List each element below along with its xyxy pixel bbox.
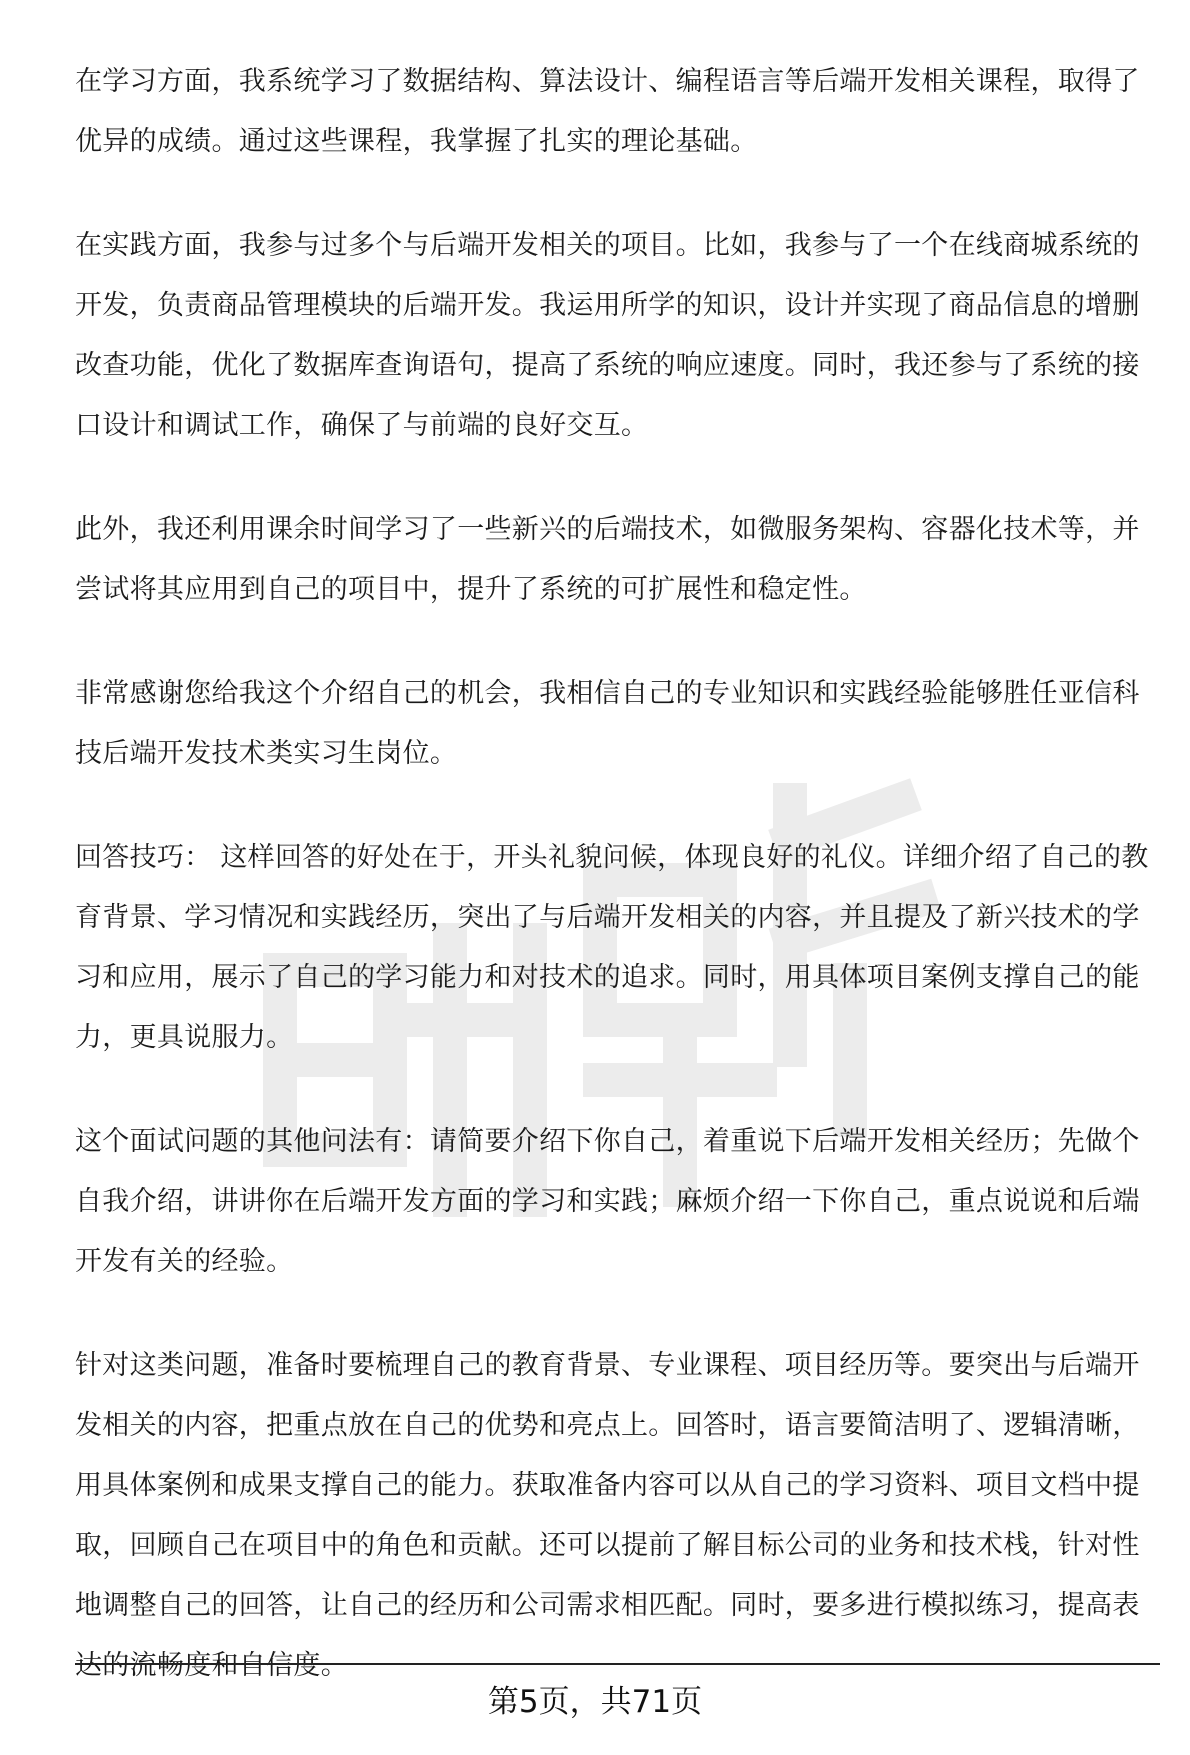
paragraph-study: 在学习方面，我系统学习了数据结构、算法设计、编程语言等后端开发相关课程，取得了优异的成绩。通过这些课程，我掌握了扎实的理论基础。 xyxy=(75,66,1140,157)
paragraph-preparation: 针对这类问题，准备时要梳理自己的教育背景、专业课程、项目经历等。要突出与后端开发相关的内容，把重点放在自己的优势和亮点上。回答时，语言要简洁明了、逻辑清晰，用具体案例和成果支撑自己的能力。获取准备内容可以从自己的学习资料、项目文档中提取，回顾自己在项目中的角色和贡献。还可以提前了解目标公司的业务和技术栈，针对性地调整自己的回答，让自己的经历和公司需求相匹配。同时，要多进行模拟练习，提高表达的流畅度和自信度。 xyxy=(75,1350,1140,1681)
paragraph-practice: 在实践方面，我参与过多个与后端开发相关的项目。比如，我参与了一个在线商城系统的开发，负责商品管理模块的后端开发。我运用所学的知识，设计并实现了商品信息的增删改查功能，优化了数据库查询语句，提高了系统的响应速度。同时，我还参与了系统的接口设计和调试工作，确保了与前端的良好交互。 xyxy=(75,230,1140,441)
paragraph-alternative-questions: 这个面试问题的其他问法有：请简要介绍下你自己，着重说下后端开发相关经历；先做个自我介绍，讲讲你在后端开发方面的学习和实践；麻烦介绍一下你自己，重点说说和后端开发有关的经验。 xyxy=(75,1126,1140,1277)
page-number: 第5页，共71页 xyxy=(487,1684,703,1720)
footer-divider xyxy=(75,1663,1160,1665)
paragraph-thanks: 非常感谢您给我这个介绍自己的机会，我相信自己的专业知识和实践经验能够胜任亚信科技后端开发技术类实习生岗位。 xyxy=(75,678,1140,769)
paragraph-answer-tips: 回答技巧： 这样回答的好处在于，开头礼貌问候，体现良好的礼仪。详细介绍了自己的教育背景、学习情况和实践经历，突出了与后端开发相关的内容，并且提及了新兴技术的学习和应用，展示了自己的学习能力和对技术的追求。同时，用具体项目案例支撑自己的能力，更具说服力。 xyxy=(75,842,1149,1053)
paragraph-new-tech: 此外，我还利用课余时间学习了一些新兴的后端技术，如微服务架构、容器化技术等，并尝试将其应用到自己的项目中，提升了系统的可扩展性和稳定性。 xyxy=(75,514,1140,605)
document-body xyxy=(75,52,1160,1740)
